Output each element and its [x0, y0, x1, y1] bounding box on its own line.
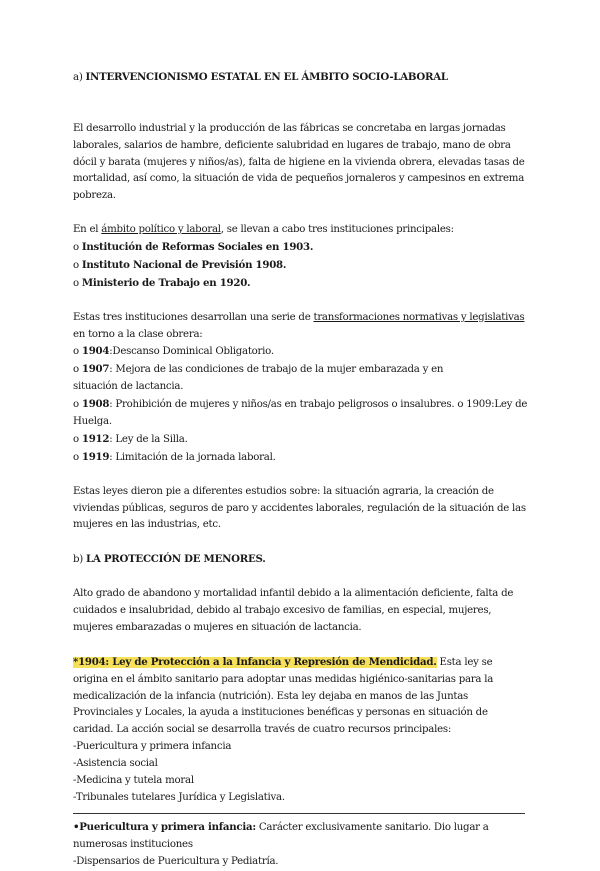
- law-text: :Descanso Dominical Obligatorio.: [109, 346, 274, 358]
- resource-item: -Puericultura y primera infancia: [73, 741, 232, 753]
- law-description: Esta ley se origina en el ámbito sanitario para adoptar unas medidas higiénico-sanitarias para la medicalización de la infancia (nutrición). Esta ley dejaba en manos de las Juntas Provinciales y Locales, la ayuda a instituciones benéficas y personas en situación de caridad. La acción social se desarrolla través de cuatro recursos principales:: [73, 656, 494, 736]
- institutions-intro-underlined: ámbito político y laboral: [101, 224, 221, 236]
- institutions-intro: [73, 222, 528, 239]
- bullet: o: [73, 242, 82, 254]
- document-content: [73, 69, 528, 871]
- transformations-intro: [73, 310, 528, 344]
- law-text: : Ley de la Silla.: [109, 433, 188, 445]
- section-a-closing: Estas leyes dieron pie a diferentes estudios sobre: la situación agraria, la creación de viviendas públicas, seguros de paro y accidentes laborales, regulación de la situación de las mujeres en las industrias, etc.: [73, 485, 526, 531]
- law-continued: situación de lactancia.: [73, 381, 184, 393]
- section-a-prefix: a): [73, 72, 86, 83]
- law-year: 1904: [81, 345, 110, 358]
- transformations-intro-underlined: transformaciones normativas y legislativas: [313, 311, 525, 323]
- bullet: o: [73, 399, 82, 411]
- law-year: 1907: [81, 363, 110, 376]
- law-year: 1908: [81, 398, 110, 411]
- highlighted-law-title: [73, 657, 437, 668]
- law-title: 1904: Ley de Protección a la Infancia y Represión de Mendicidad.: [78, 655, 437, 668]
- section-b-intro: Alto grado de abandono y mortalidad infantil debido a la alimentación deficiente, falta de cuidados e insalubridad, debido al trabajo excesivo de familias, en especial, mujeres, mujeres embarazadas o mujeres en situación de lactancia.: [73, 588, 514, 633]
- law-item: [73, 431, 528, 449]
- bullet: o: [73, 433, 82, 445]
- law-year: 1919: [81, 450, 110, 463]
- section-a-title: INTERVENCIONISMO ESTATAL EN EL ÁMBITO SOCIO-LABORAL: [85, 71, 448, 83]
- resource-item: -Medicina y tutela moral: [73, 775, 194, 787]
- horizontal-divider: [73, 813, 525, 814]
- section-b-prefix: b): [73, 554, 86, 566]
- institution-name: Institución de Reformas Sociales en 1903.: [81, 241, 314, 254]
- law-1904-paragraph: [73, 654, 528, 740]
- resource-item: -Tribunales tutelares Jurídica y Legislativa.: [73, 791, 285, 803]
- law-year: 1912: [81, 432, 110, 445]
- section-b-title: LA PROTECCIÓN DE MENORES.: [85, 553, 266, 566]
- transformations-intro-post: en torno a la clase obrera:: [73, 328, 203, 340]
- bullet-dot: •: [73, 820, 80, 833]
- institution-item: [73, 257, 528, 275]
- law-text: : Limitación de la jornada laboral.: [109, 451, 276, 463]
- law-text: : Mejora de las condiciones de trabajo de la mujer embarazada y en: [109, 364, 444, 376]
- puericultura-paragraph: [73, 819, 528, 854]
- law-item: [73, 361, 528, 379]
- law-item: [73, 343, 528, 361]
- bullet: o: [73, 259, 82, 271]
- bullet: o: [73, 364, 82, 376]
- law-item: [73, 396, 528, 431]
- institutions-intro-post: , se llevan a cabo tres instituciones principales:: [220, 224, 454, 236]
- bullet: o: [73, 346, 82, 358]
- institution-name: Instituto Nacional de Previsión 1908.: [81, 258, 287, 271]
- resource-item: -Asistencia social: [73, 758, 158, 770]
- section-a-heading: [73, 69, 528, 87]
- law-item: [73, 449, 528, 467]
- puericultura-text: Carácter exclusivamente sanitario. Dio lugar a numerosas instituciones: [73, 821, 489, 850]
- institution-item: [73, 275, 528, 293]
- institutions-intro-pre: En el: [73, 224, 102, 236]
- institution-item: [73, 239, 528, 257]
- bullet: o: [73, 277, 82, 289]
- puericultura-title: Puericultura y primera infancia:: [79, 820, 256, 833]
- puericultura-item: -Dispensarios de Puericultura y Pediatría.: [73, 855, 279, 867]
- institution-name: Ministerio de Trabajo en 1920.: [81, 276, 251, 289]
- section-a-intro: El desarrollo industrial y la producción de las fábricas se concretaba en largas jornadas laborales, salarios de hambre, deficiente salubridad en lugares de trabajo, mano de obra dócil y barata (mujeres y niños/as), falta de higiene en la vivienda obrera, elevadas tasas de mortalidad, así como, la situación de vida de pequeños jornaleros y campesinos en extrema pobreza.: [73, 122, 525, 202]
- asterisk-mark: *: [73, 655, 79, 668]
- section-b-heading: [73, 551, 528, 569]
- transformations-intro-pre: Estas tres instituciones desarrollan una serie de: [73, 311, 314, 323]
- law-text: : Prohibición de mujeres y niños/as en trabajo peligrosos o insalubres. o 1909:Ley de Huelga.: [73, 399, 528, 428]
- bullet: o: [73, 451, 82, 463]
